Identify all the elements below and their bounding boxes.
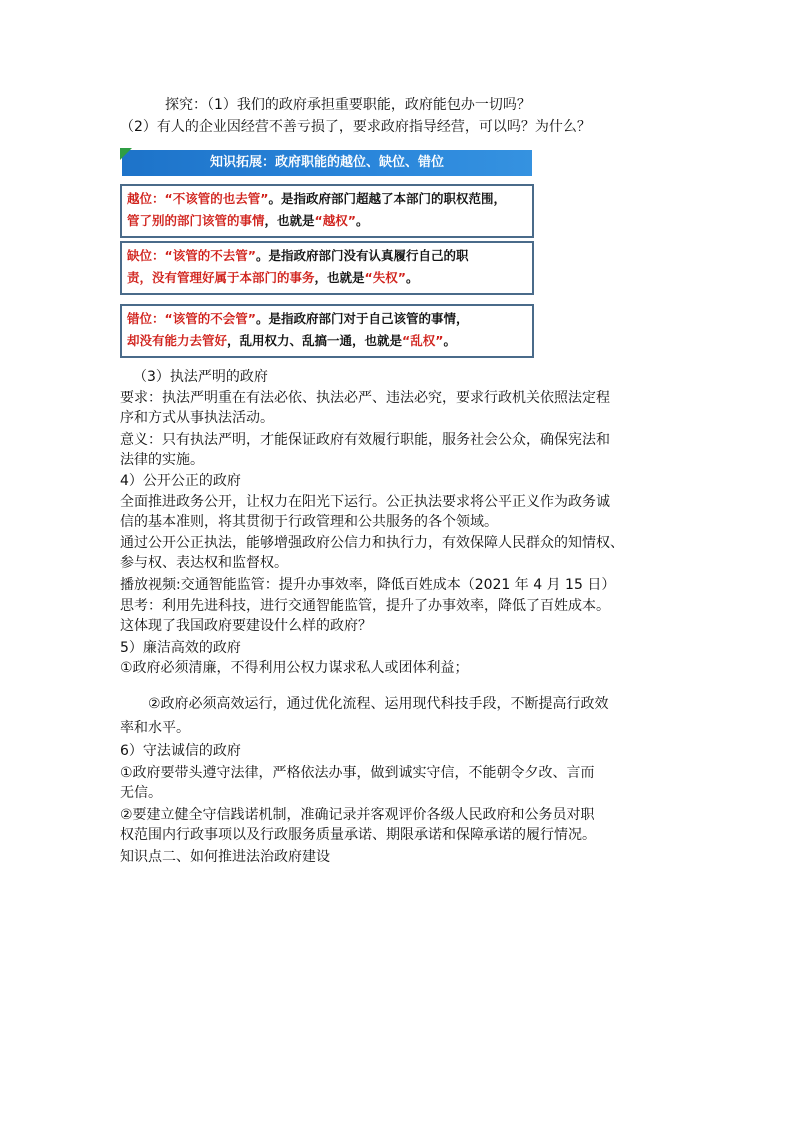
section-3-meaning-line-1: 意义：只有执法严明，才能保证政府有效履行职能，服务社会公众，确保宪法和 <box>120 432 610 448</box>
term-definition: 。是指政府部门超越了本部门的职权范围， <box>268 191 506 206</box>
term-connector: ，也就是 <box>314 270 365 285</box>
term-connector: ，也就是 <box>264 213 315 228</box>
section-3-requirement-line-2: 序和方式从事执法活动。 <box>120 410 274 426</box>
overstep-box <box>120 184 534 238</box>
knowledge-expansion-figure <box>120 148 534 360</box>
term-end: 。 <box>405 270 419 285</box>
term-highlight: 管了别的部门该管的事情 <box>127 213 265 228</box>
term-highlight: 责，没有管理好属于本部门的事务 <box>127 270 315 285</box>
term-label: 越位： <box>127 191 165 206</box>
term-label: 缺位： <box>127 248 165 263</box>
section-5-item-1: ①政府必须清廉，不得利用公权力谋求私人或团体利益； <box>120 660 469 676</box>
corner-triangle-icon <box>120 148 132 160</box>
figure-title: 知识拓展：政府职能的越位、缺位、错位 <box>122 150 532 176</box>
term-label: 错位： <box>127 311 165 326</box>
term-keyword: “乱权” <box>402 333 444 348</box>
section-5-title: 5）廉洁高效的政府 <box>120 640 241 656</box>
absence-box <box>120 241 534 295</box>
section-6-item-2-line-2: 权范围内行政事项以及行政服务质量承诺、期限承诺和保障承诺的履行情况。 <box>120 827 596 843</box>
term-keyword: “失权” <box>364 270 406 285</box>
section-4-title: 4）公开公正的政府 <box>120 473 241 489</box>
inquiry-question-1: 探究：（1）我们的政府承担重要职能，政府能包办一切吗？ <box>165 97 531 113</box>
section-5-item-2-line-1: ②政府必须高效运行，通过优化流程、运用现代科技手段，不断提高行政效 <box>148 696 609 712</box>
section-4-para-2-line-1: 通过公开公正执法，能够增强政府公信力和执行力，有效保障人民群众的知情权、 <box>120 535 624 551</box>
section-4-para-1-line-2: 信的基本准则，将其贯彻于行政管理和公共服务的各个领域。 <box>120 514 498 530</box>
knowledge-point-2-heading: 知识点二、如何推进法治政府建设 <box>120 849 330 865</box>
term-quote: “该管的不会管” <box>164 311 256 326</box>
section-5-item-2-line-2: 率和水平。 <box>120 720 190 736</box>
term-definition: 。是指政府部门没有认真履行自己的职 <box>255 248 469 263</box>
misplace-box <box>120 304 534 358</box>
think-line-1: 思考：利用先进科技，进行交通智能监管，提升了办事效率，降低了百姓成本。 <box>120 598 610 614</box>
term-end: 。 <box>443 333 456 348</box>
term-definition: 。是指政府部门对于自己该管的事情， <box>255 311 469 326</box>
section-6-item-1-line-2: 无信。 <box>120 785 162 801</box>
term-highlight: 却没有能力去管好 <box>127 333 228 348</box>
section-6-item-1-line-1: ①政府要带头遵守法律，严格依法办事，做到诚实守信，不能朝令夕改、言而 <box>120 765 595 781</box>
section-3-requirement-line-1: 要求：执法严明重在有法必依、执法必严、违法必究，要求行政机关依照法定程 <box>120 390 610 406</box>
term-quote: “不该管的也去管” <box>164 191 269 206</box>
section-4-para-2-line-2: 参与权、表达权和监督权。 <box>120 555 288 571</box>
inquiry-question-2: （2）有人的企业因经营不善亏损了，要求政府指导经营，可以吗？为什么？ <box>120 119 591 135</box>
term-keyword: “越权” <box>314 213 356 228</box>
term-end: 。 <box>355 213 369 228</box>
section-6-item-2-line-1: ②要建立健全守信践诺机制，准确记录并客观评价各级人民政府和公务员对职 <box>120 807 595 823</box>
term-connector: ，乱用权力、乱搞一通，也就是 <box>227 333 403 348</box>
section-3-meaning-line-2: 法律的实施。 <box>120 452 204 468</box>
video-line: 播放视频:交通智能监管：提升办事效率，降低百姓成本（2021 年 4 月 15 日） <box>120 577 616 593</box>
section-3-title: （3）执法严明的政府 <box>133 369 268 385</box>
term-quote: “该管的不去管” <box>164 248 256 263</box>
section-6-title: 6）守法诚信的政府 <box>120 743 241 759</box>
think-line-2: 这体现了我国政府要建设什么样的政府？ <box>120 618 372 634</box>
section-4-para-1-line-1: 全面推进政务公开，让权力在阳光下运行。公正执法要求将公平正义作为政务诚 <box>120 494 610 510</box>
